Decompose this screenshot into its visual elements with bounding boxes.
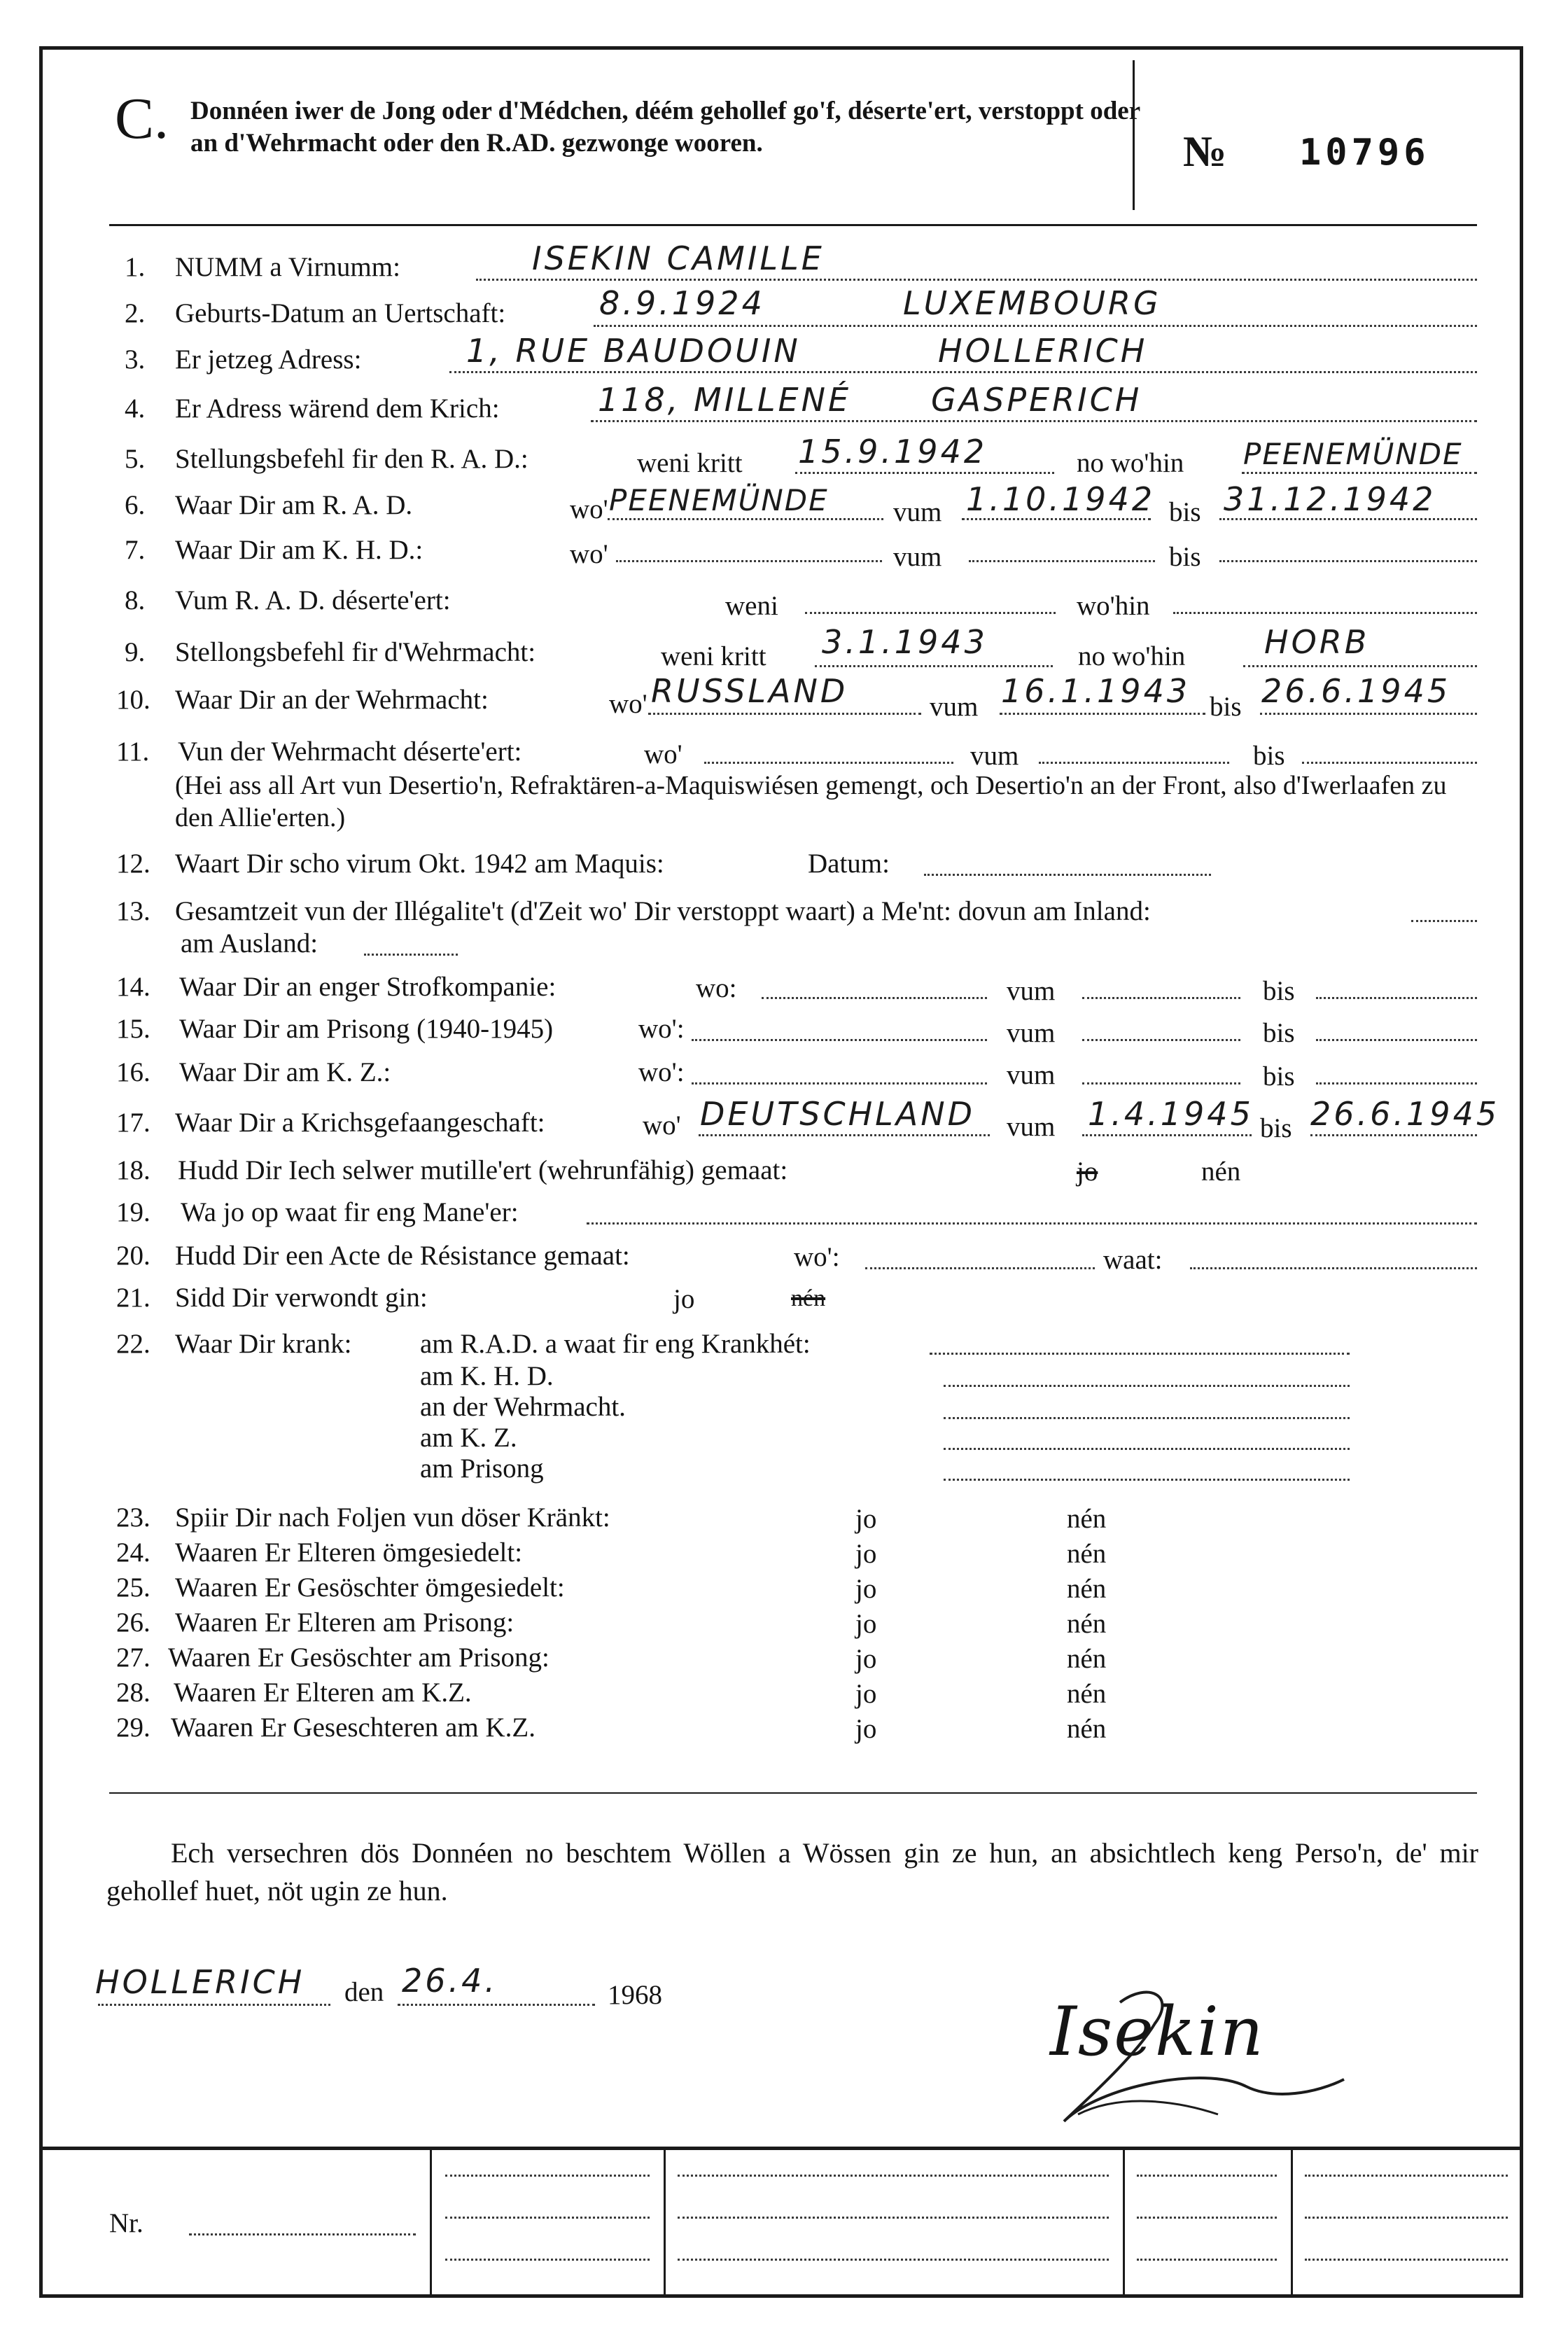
- row-number: 4.: [125, 393, 146, 424]
- rad-place-answer[interactable]: PEENEMÜNDE: [609, 483, 829, 517]
- footer-line: [445, 2175, 650, 2177]
- signing-place-answer[interactable]: HOLLERICH: [95, 1963, 305, 2001]
- answer-line: [944, 1448, 1350, 1450]
- bis-label: bis: [1260, 1113, 1292, 1143]
- section-title: Donnéen iwer de Jong oder d'Médchen, déém gehollef go'f, déserte'ert, verstoppt oder an d'Wehrmacht oder den R.AD. gezwonge wooren.: [190, 97, 1140, 158]
- birth-label: Geburts-Datum an Uertschaft:: [175, 298, 506, 328]
- footer-line: [678, 2217, 1109, 2219]
- weni-kritt-label: weni kritt: [637, 448, 743, 478]
- answer-line: [594, 325, 1477, 327]
- answer-line: [692, 1082, 987, 1084]
- section-letter: C.: [115, 86, 169, 151]
- footer-rule: [39, 2147, 1523, 2150]
- datum-label: Datum:: [808, 849, 890, 879]
- row-number: 14.: [116, 972, 150, 1002]
- wartime-town-answer[interactable]: GASPERICH: [931, 381, 1142, 419]
- footer-line: [1137, 2217, 1277, 2219]
- bis-label: bis: [1263, 1061, 1295, 1091]
- nen-option[interactable]: nén: [1067, 1504, 1107, 1534]
- signing-date-answer[interactable]: 26.4.: [402, 1962, 498, 2000]
- footer-line: [678, 2175, 1109, 2177]
- vum-label: vum: [893, 542, 942, 572]
- answer-line: [1082, 1082, 1240, 1084]
- row-number: 8.: [125, 585, 146, 615]
- answer-line: [944, 1479, 1350, 1481]
- nen-option[interactable]: nén: [1067, 1574, 1107, 1604]
- illness-consequences-label: Spiir Dir nach Foljen vun döser Kränkt:: [175, 1502, 610, 1533]
- vum-label: vum: [1007, 1112, 1056, 1142]
- row-number: 24.: [116, 1537, 150, 1568]
- signature: Isekin: [1050, 1993, 1265, 2071]
- footer-line: [1137, 2259, 1277, 2261]
- wo-label: wo':: [638, 1014, 685, 1044]
- row-number: 19.: [116, 1197, 150, 1227]
- pow-from-answer[interactable]: 1.4.1945: [1088, 1095, 1254, 1133]
- illness-label: Waar Dir krank:: [175, 1329, 352, 1359]
- row-number: 16.: [116, 1057, 150, 1087]
- illness-prison-label: am Prisong: [420, 1453, 544, 1484]
- bis-label: bis: [1210, 692, 1242, 722]
- nen-option[interactable]: nén: [1201, 1157, 1241, 1187]
- answer-line: [1411, 920, 1477, 922]
- answer-line: [1082, 1039, 1240, 1041]
- answer-line: [762, 997, 987, 999]
- vum-label: vum: [1007, 1018, 1056, 1048]
- bis-label: bis: [1169, 497, 1201, 527]
- maquis-label: Waart Dir scho virum Okt. 1942 am Maquis:: [175, 849, 664, 879]
- prison-label: Waar Dir am Prisong (1940-1945): [179, 1014, 554, 1044]
- wohin-label: wo'hin: [1077, 591, 1150, 621]
- siblings-kz-label: Waaren Er Geseschteren am K.Z.: [171, 1712, 536, 1743]
- answer-line: [1082, 1134, 1252, 1136]
- answer-line: [699, 1134, 990, 1136]
- bis-label: bis: [1263, 976, 1295, 1006]
- answer-line: [1316, 1082, 1477, 1084]
- manner-label: Wa jo op waat fir eng Mane'er:: [181, 1197, 519, 1227]
- answer-line: [591, 420, 1477, 422]
- answer-line: [944, 1417, 1350, 1419]
- number-sign: №: [1183, 128, 1227, 176]
- vum-label: vum: [970, 741, 1019, 771]
- jo-option[interactable]: jo: [673, 1284, 695, 1314]
- jo-option[interactable]: jo: [855, 1504, 877, 1534]
- row-number: 18.: [116, 1155, 150, 1185]
- answer-line: [962, 518, 1151, 520]
- answer-line: [587, 1222, 1477, 1225]
- row-number: 28.: [116, 1677, 150, 1708]
- answer-line: [1219, 518, 1477, 520]
- row-number: 12.: [116, 849, 150, 879]
- nen-option-struck[interactable]: nén: [791, 1285, 826, 1311]
- wehrmacht-from-answer[interactable]: 16.1.1943: [1001, 672, 1191, 710]
- answer-line: [1219, 560, 1477, 562]
- footer-line: [1305, 2217, 1508, 2219]
- illness-khd-label: am K. H. D.: [420, 1361, 554, 1391]
- khd-label: Waar Dir am K. H. D.:: [175, 535, 424, 565]
- rad-order-date-answer[interactable]: 15.9.1942: [798, 433, 988, 470]
- pow-label: Waar Dir a Krichsgefaangeschaft:: [175, 1108, 545, 1138]
- answer-line: [924, 874, 1211, 876]
- answer-line: [1302, 762, 1477, 764]
- weni-label: weni: [725, 591, 778, 621]
- weni-kritt-label: weni kritt: [661, 641, 766, 671]
- jo-option[interactable]: jo: [855, 1574, 877, 1604]
- answer-line: [1190, 1267, 1477, 1269]
- illness-wehrmacht-label: an der Wehrmacht.: [420, 1392, 626, 1422]
- rad-service-label: Waar Dir am R. A. D.: [175, 490, 413, 520]
- answer-line: [616, 560, 882, 562]
- answer-line: [1173, 612, 1477, 614]
- answer-line: [1243, 665, 1477, 667]
- ausland-label: am Ausland:: [181, 928, 318, 958]
- wehrmacht-desertion-label: Vun der Wehrmacht déserte'ert:: [178, 737, 522, 767]
- jo-option[interactable]: jo: [855, 1679, 877, 1709]
- bis-label: bis: [1169, 542, 1201, 572]
- form-number: 10796: [1299, 132, 1430, 174]
- wehrmacht-order-date-answer[interactable]: 3.1.1943: [822, 623, 988, 661]
- footer-line: [445, 2217, 650, 2219]
- answer-line: [704, 762, 953, 764]
- row-number: 25.: [116, 1572, 150, 1603]
- jo-option[interactable]: jo: [855, 1539, 877, 1569]
- current-street-answer[interactable]: 1, RUE BAUDOUIN: [466, 332, 801, 370]
- row-number: 10.: [116, 685, 150, 715]
- nr-label: Nr.: [109, 2208, 144, 2238]
- answer-line: [364, 954, 458, 956]
- row-number: 17.: [116, 1108, 150, 1138]
- pow-to-answer[interactable]: 26.6.1945: [1310, 1095, 1500, 1133]
- footer-line: [678, 2259, 1109, 2261]
- answer-line: [449, 371, 1477, 373]
- parents-resettled-label: Waaren Er Elteren ömgesiedelt:: [175, 1537, 523, 1568]
- footer-line: [1305, 2175, 1508, 2177]
- bis-label: bis: [1253, 741, 1285, 771]
- answer-line: [815, 665, 1053, 667]
- answer-line: [98, 2004, 330, 2006]
- vum-label: vum: [1007, 1060, 1056, 1090]
- no-wohin-label: no wo'hin: [1077, 448, 1184, 478]
- answer-line: [692, 1039, 987, 1041]
- wo-label: wo': [570, 539, 608, 569]
- answer-line: [476, 279, 1477, 281]
- row-number: 9.: [125, 637, 146, 667]
- wo-label: wo': [643, 1110, 681, 1140]
- answer-line: [969, 560, 1155, 562]
- footer-divider: [1291, 2147, 1293, 2298]
- row-number: 20.: [116, 1241, 150, 1271]
- answer-line: [1316, 1039, 1477, 1041]
- siblings-resettled-label: Waaren Er Gesöschter ömgesiedelt:: [175, 1572, 565, 1603]
- answer-line: [398, 2004, 595, 2006]
- vum-label: vum: [1007, 976, 1056, 1006]
- wo-label: wo':: [794, 1242, 840, 1272]
- answer-line: [944, 1385, 1350, 1387]
- jo-option[interactable]: jo: [855, 1609, 877, 1639]
- row-number: 26.: [116, 1607, 150, 1638]
- answer-line: [1039, 762, 1229, 764]
- nen-option[interactable]: nén: [1067, 1679, 1107, 1709]
- nen-option[interactable]: nén: [1067, 1539, 1107, 1569]
- birth-date-answer[interactable]: 8.9.1924: [599, 284, 765, 322]
- nen-option[interactable]: nén: [1067, 1714, 1107, 1744]
- footer-divider: [1123, 2147, 1125, 2298]
- vum-label: vum: [893, 497, 942, 527]
- answer-line: [608, 518, 883, 520]
- wo-label: wo:: [696, 973, 737, 1003]
- answer-line: [795, 472, 1054, 474]
- den-label: den: [344, 1977, 384, 2007]
- answer-line: [1082, 997, 1240, 999]
- illness-kz-label: am K. Z.: [420, 1423, 517, 1453]
- desertion-note: (Hei ass all Art vun Desertio'n, Refraktären-a-Maquiswiésen gemengt, och Desertio'n an der Front, also d'Iwerlaafen zu den Allie'erten.): [175, 771, 1447, 832]
- row-number: 3.: [125, 344, 146, 375]
- answer-line: [1242, 472, 1477, 474]
- rad-order-destination-answer[interactable]: PEENEMÜNDE: [1243, 437, 1463, 471]
- wo-label: wo':: [638, 1057, 685, 1087]
- row-number: 21.: [116, 1283, 150, 1313]
- answer-line: [1260, 713, 1477, 715]
- name-answer[interactable]: ISEKIN CAMILLE: [532, 239, 825, 277]
- jo-option-struck[interactable]: jo: [1077, 1157, 1098, 1187]
- jo-option[interactable]: jo: [855, 1644, 877, 1674]
- wo-label: wo': [570, 494, 608, 524]
- wehrmacht-order-label: Stellongsbefehl fir d'Wehrmacht:: [175, 637, 536, 667]
- answer-line: [189, 2233, 416, 2235]
- nen-option[interactable]: nén: [1067, 1644, 1107, 1674]
- row-number: 2.: [125, 298, 146, 328]
- illegality-label: Gesamtzeit vun der Illégalite't (d'Zeit wo' Dir verstoppt waart) a Me'nt: dovun am Inland:: [175, 896, 1151, 926]
- signature-flourish: [1036, 1981, 1358, 2135]
- row-number: 13.: [116, 896, 150, 926]
- declaration-text: Ech versechren dös Donnéen no beschtem Wöllen a Wössen gin ze hun, an absichtlech keng Perso'n, de' mir gehollef huet, nöt ugin ze hun.: [106, 1837, 1478, 1906]
- no-wohin-label: no wo'hin: [1078, 641, 1186, 671]
- rad-desertion-label: Vum R. A. D. déserte'ert:: [175, 585, 451, 615]
- row-number: 29.: [116, 1712, 150, 1743]
- name-label: NUMM a Virnumm:: [175, 252, 400, 282]
- wounded-label: Sidd Dir verwondt gin:: [175, 1283, 428, 1313]
- header-divider: [1133, 60, 1135, 210]
- resistance-label: Hudd Dir een Acte de Résistance gemaat:: [175, 1241, 630, 1271]
- jo-option[interactable]: jo: [855, 1714, 877, 1744]
- answer-line: [805, 612, 1056, 614]
- wehrmacht-service-label: Waar Dir an der Wehrmacht:: [175, 685, 489, 715]
- section-rule: [109, 1792, 1477, 1794]
- answer-line: [865, 1267, 1095, 1269]
- self-mutilation-label: Hudd Dir Iech selwer mutille'ert (wehrunfähig) gemaat:: [178, 1155, 788, 1185]
- address-label: Er jetzeg Adress:: [175, 344, 362, 375]
- footer-divider: [664, 2147, 666, 2298]
- illness-rad-label: am R.A.D. a waat fir eng Krankhét:: [420, 1329, 811, 1359]
- rad-order-label: Stellungsbefehl fir den R. A. D.:: [175, 444, 528, 474]
- footer-line: [1137, 2175, 1277, 2177]
- row-number: 1.: [125, 252, 146, 282]
- header-rule: [109, 224, 1477, 226]
- row-number: 22.: [116, 1329, 150, 1359]
- rad-to-answer[interactable]: 31.12.1942: [1224, 480, 1436, 518]
- wehrmacht-order-destination-answer[interactable]: HORB: [1264, 623, 1370, 661]
- kz-label: Waar Dir am K. Z.:: [179, 1057, 391, 1087]
- current-town-answer[interactable]: HOLLERICH: [938, 332, 1148, 370]
- wartime-street-answer[interactable]: 118, MILLENÉ: [598, 381, 852, 419]
- siblings-prison-label: Waaren Er Gesöschter am Prisong:: [168, 1642, 550, 1673]
- birth-place-answer[interactable]: LUXEMBOURG: [903, 284, 1161, 322]
- answer-line: [1310, 1134, 1477, 1136]
- answer-line: [930, 1353, 1350, 1355]
- bis-label: bis: [1263, 1018, 1295, 1048]
- parents-kz-label: Waaren Er Elteren am K.Z.: [174, 1677, 472, 1708]
- rad-from-answer[interactable]: 1.10.1942: [966, 480, 1156, 518]
- waat-label: waat:: [1103, 1245, 1163, 1275]
- wo-label: wo': [644, 739, 682, 769]
- row-number: 11.: [116, 737, 150, 767]
- pow-place-answer[interactable]: DEUTSCHLAND: [700, 1095, 976, 1133]
- row-number: 27.: [116, 1642, 150, 1673]
- wehrmacht-to-answer[interactable]: 26.6.1945: [1261, 672, 1451, 710]
- row-number: 5.: [125, 444, 146, 474]
- answer-line: [1316, 997, 1477, 999]
- footer-line: [445, 2259, 650, 2261]
- parents-prison-label: Waaren Er Elteren am Prisong:: [175, 1607, 514, 1638]
- answer-line: [1000, 713, 1205, 715]
- row-number: 7.: [125, 535, 146, 565]
- wartime-address-label: Er Adress wärend dem Krich:: [175, 393, 500, 424]
- vum-label: vum: [930, 692, 979, 722]
- row-number: 6.: [125, 490, 146, 520]
- nen-option[interactable]: nén: [1067, 1609, 1107, 1639]
- penal-company-label: Waar Dir an enger Strofkompanie:: [179, 972, 556, 1002]
- row-number: 15.: [116, 1014, 150, 1044]
- footer-divider: [430, 2147, 432, 2298]
- signing-year: 1968: [608, 1980, 662, 2010]
- answer-line: [648, 713, 921, 715]
- footer-line: [1305, 2259, 1508, 2261]
- wo-label: wo': [609, 689, 648, 719]
- wehrmacht-place-answer[interactable]: RUSSLAND: [651, 672, 848, 710]
- row-number: 23.: [116, 1502, 150, 1533]
